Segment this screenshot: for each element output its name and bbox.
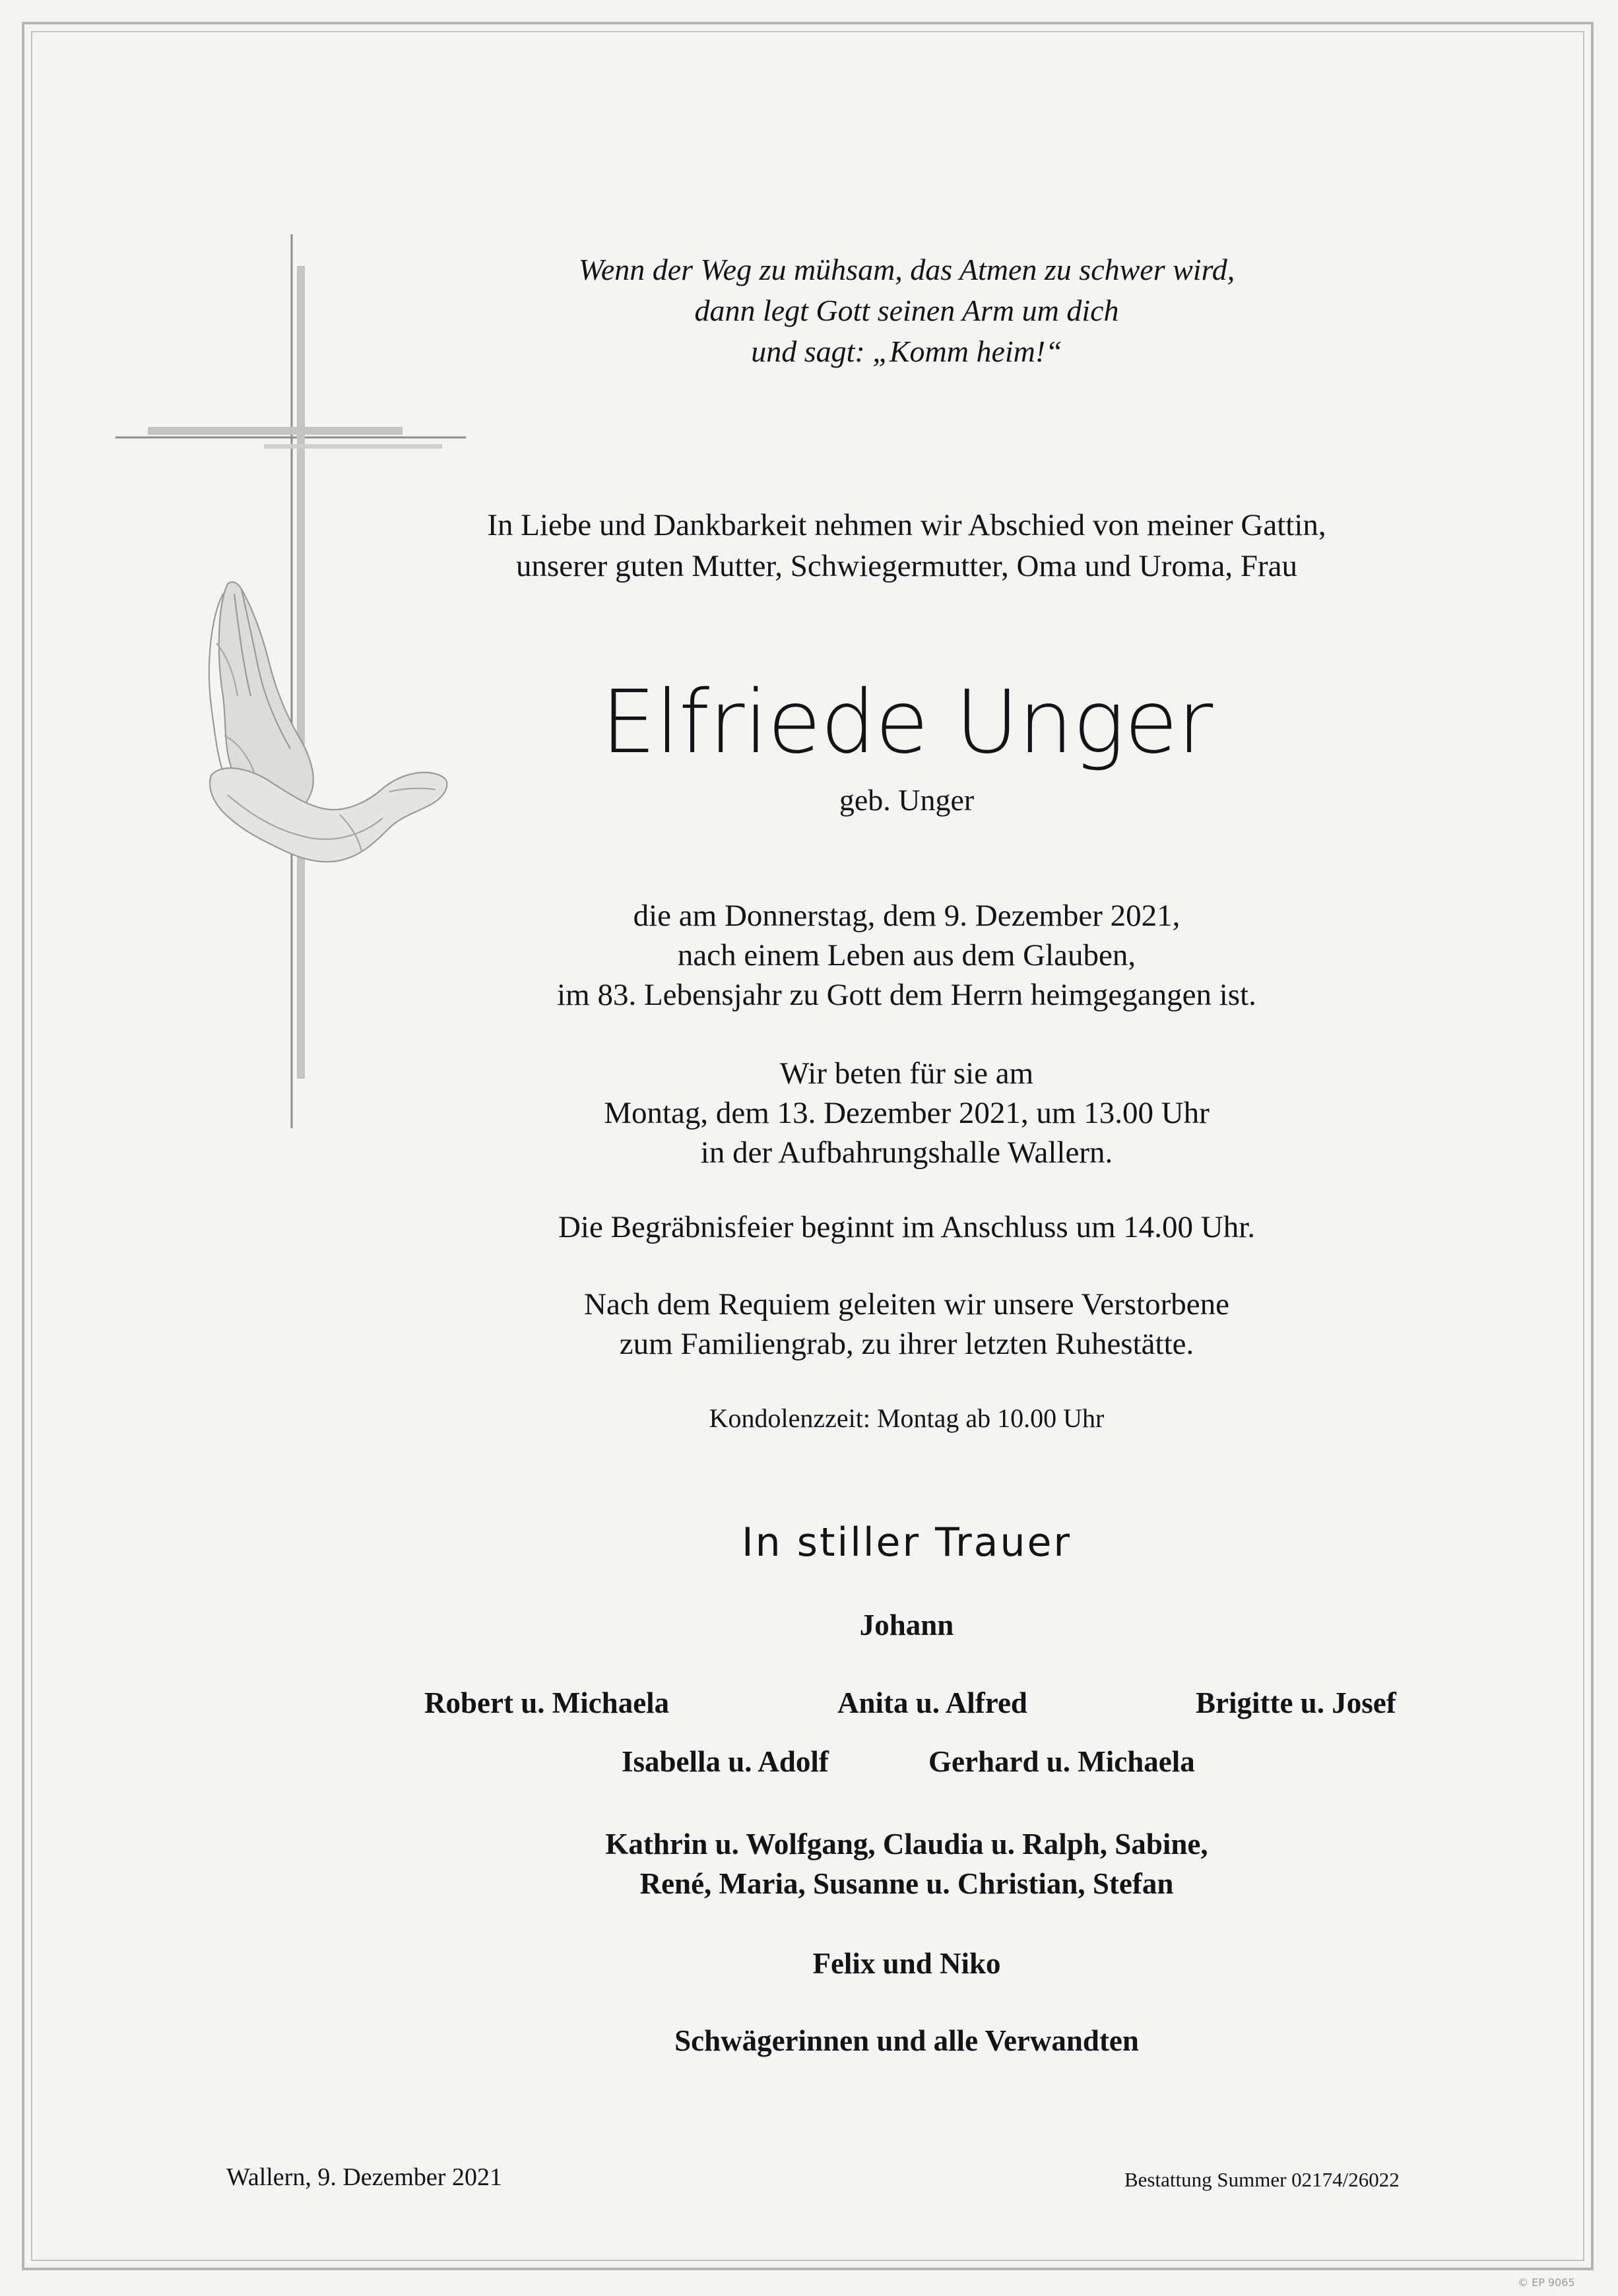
death-line-3: im 83. Lebensjahr zu Gott dem Herrn heimgegangen ist. [557,978,1256,1012]
death-line-2: nach einem Leben aus dem Glauben, [677,938,1136,973]
place-and-date: Wallern, 9. Dezember 2021 [226,2163,502,2191]
intro-text [98,505,1618,587]
grandchildren-line-1: Kathrin u. Wolfgang, Claudia u. Ralph, Sabine, [605,1828,1208,1861]
quote-line-1: Wenn der Weg zu mühsam, das Atmen zu schwer wird, [578,253,1235,286]
husband-name: Johann [859,1609,954,1642]
intro-line-1: In Liebe und Dankbarkeit nehmen wir Abschied von meiner Gattin, [487,508,1326,542]
grandchildren [98,1824,1618,1903]
child-couple-3: Brigitte u. Josef [1196,1686,1396,1719]
condolence-hours: Kondolenzzeit: Montag ab 10.00 Uhr [709,1403,1105,1433]
deceased-name: Elfriede Unger [600,672,1213,773]
grandchildren-line-2: René, Maria, Susanne u. Christian, Stefan [639,1867,1174,1900]
opening-quote [98,249,1618,372]
requiem-notice [98,1285,1618,1364]
quote-line-2: dann legt Gott seinen Arm um dich [694,294,1119,327]
child-couple-2: Anita u. Alfred [837,1686,1027,1719]
prayer-line-3: in der Aufbahrungshalle Wallern. [700,1135,1113,1170]
undertaker-contact: Bestattung Summer 02174/26022 [1124,2168,1400,2191]
death-notice [98,896,1618,1015]
great-grandchildren: Felix und Niko [812,1947,1001,1980]
child-couple-1: Robert u. Michaela [424,1686,670,1719]
death-line-1: die am Donnerstag, dem 9. Dezember 2021, [633,899,1181,933]
child-couple-4: Isabella u. Adolf [622,1745,829,1778]
funeral-notice: Die Begräbnisfeier beginnt im Anschluss um 14.00 Uhr. [558,1210,1256,1244]
prayer-line-2: Montag, dem 13. Dezember 2021, um 13.00 Uhr [604,1096,1210,1130]
relatives: Schwägerinnen und alle Verwandten [674,2024,1139,2057]
prayer-notice [98,1054,1618,1172]
child-couple-5: Gerhard u. Michaela [928,1745,1195,1778]
requiem-line-2: zum Familiengrab, zu ihrer letzten Ruhestätte. [619,1327,1194,1361]
quote-line-3: und sagt: „Komm heim!“ [751,335,1062,368]
requiem-line-1: Nach dem Requiem geleiten wir unsere Verstorbene [584,1287,1229,1322]
mourning-heading: In stiller Trauer [741,1519,1072,1566]
prayer-line-1: Wir beten für sie am [779,1056,1034,1091]
print-code: © EP 9065 [1518,2276,1575,2289]
intro-line-2: unserer guten Mutter, Schwiegermutter, Oma und Uroma, Frau [516,549,1297,583]
birth-name: geb. Unger [839,783,975,817]
